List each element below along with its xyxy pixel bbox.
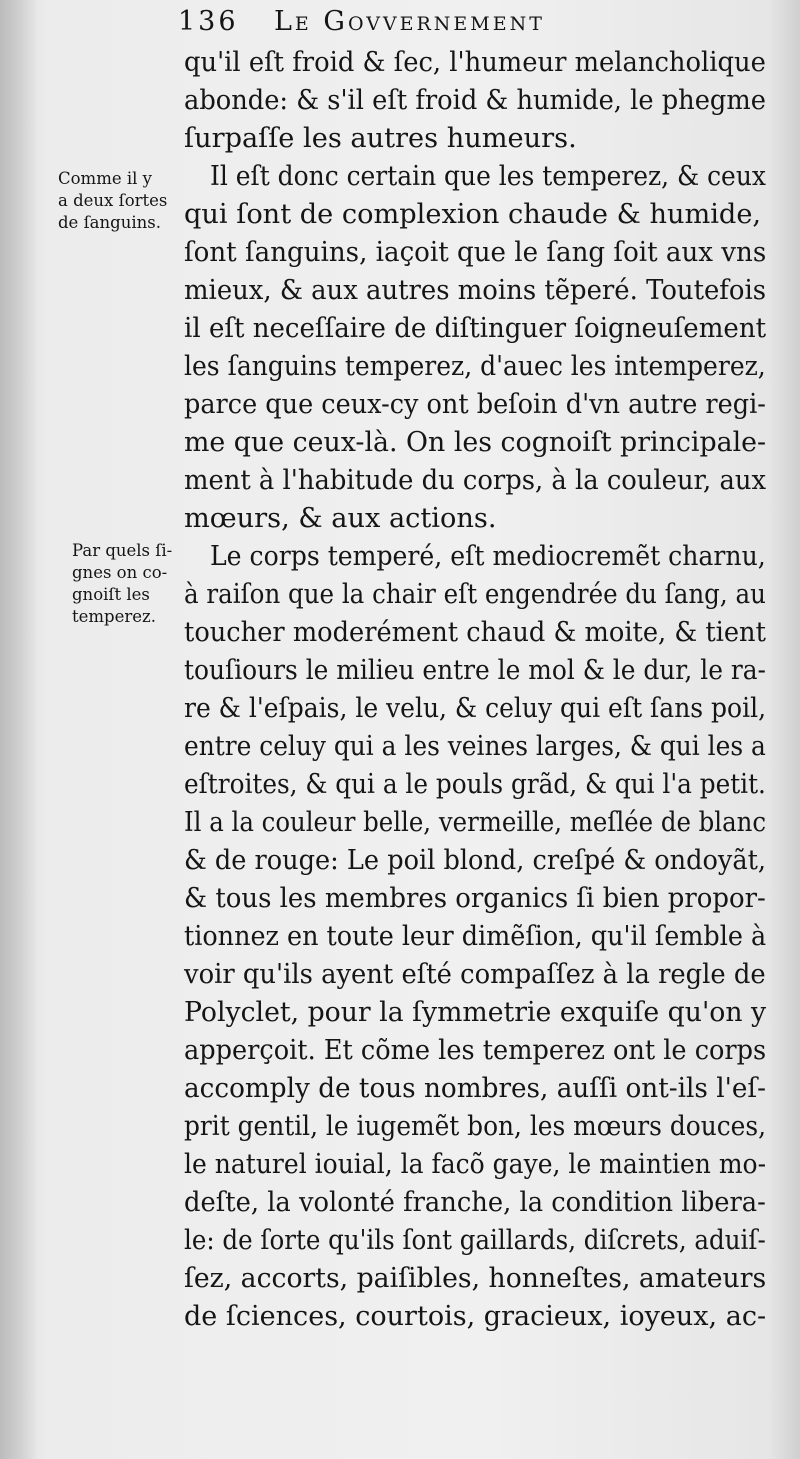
- text-line: prit gentil, le iugemẽt bon, les mœurs douces,: [184, 1111, 766, 1142]
- text-line: les ſanguins temperez, d'auec les intemperez,: [184, 351, 766, 382]
- text-line: qui ſont de complexion chaude & humide,: [184, 199, 762, 230]
- text-line: à raiſon que la chair eſt engendrée du ſang, au: [184, 579, 766, 610]
- text-line: voir qu'ils ayent eſté compaſſez à la regle de: [184, 959, 766, 990]
- paragraph-start-line: Le corps temperé, eſt mediocremẽt charnu,: [210, 541, 766, 572]
- text-line: Polyclet, pour la ſymmetrie exquiſe qu'on y: [184, 997, 767, 1028]
- main-text-block: [184, 44, 766, 1336]
- running-header: [178, 4, 758, 44]
- text-line: tionnez en toute leur dimẽſion, qu'il ſemble à: [184, 921, 767, 952]
- text-line: & de rouge: Le poil blond, creſpé & ondoyãt,: [184, 845, 767, 876]
- text-line: parce que ceux-cy ont beſoin d'vn autre regi-: [184, 389, 766, 420]
- text-line: & tous les membres organics ſi bien propor-: [184, 883, 766, 914]
- text-line: accomply de tous nombres, auſſi ont-ils l'eſ-: [184, 1073, 767, 1104]
- margin-note-line: de ſanguins.: [58, 213, 161, 232]
- text-line: mieux, & aux autres moins tẽperé. Toutefois: [184, 275, 767, 306]
- text-line: il eſt neceſſaire de diſtinguer ſoigneuſement: [184, 313, 767, 344]
- margin-note-line: gnoiſt les: [72, 585, 150, 604]
- margin-note-line: Par quels ſi-: [72, 541, 173, 560]
- page-number: 136: [178, 6, 239, 37]
- text-line: ſez, accorts, paiſibles, honneſtes, amateurs: [184, 1263, 767, 1294]
- margin-note-line: gnes on co-: [72, 563, 168, 582]
- text-line: ſurpaſſe les autres humeurs.: [184, 123, 577, 154]
- text-line: abonde: & s'il eſt froid & humide, le phegme: [184, 85, 766, 116]
- text-line: de ſciences, courtois, gracieux, ioyeux, ac-: [184, 1301, 767, 1332]
- margin-note-sanguins: [58, 168, 182, 234]
- margin-note-line: a deux ſortes: [58, 191, 168, 210]
- text-line: ſont ſanguins, iaçoit que le ſang ſoit aux vns: [184, 237, 767, 268]
- text-line: deſte, la volonté franche, la condition libera-: [184, 1187, 766, 1218]
- margin-note-line: temperez.: [72, 607, 156, 626]
- text-line: mœurs, & aux actions.: [184, 503, 497, 534]
- margin-note-line: Comme il y: [58, 169, 152, 188]
- page-gutter-shadow: [0, 0, 38, 1459]
- text-line: me que ceux-là. On les cognoiſt principale-: [184, 427, 767, 458]
- paragraph-start-line: Il eſt donc certain que les temperez, & ceux: [210, 161, 766, 192]
- text-line: Il a la couleur belle, vermeille, meſlée de blanc: [184, 807, 767, 838]
- text-line: le naturel iouial, la facõ gaye, le maintien mo-: [184, 1149, 767, 1180]
- text-line: apperçoit. Et cõme les temperez ont le corps: [184, 1035, 767, 1066]
- text-line: re & l'eſpais, le velu, & celuy qui eſt ſans poil,: [184, 693, 767, 724]
- text-line: le: de ſorte qu'ils ſont gaillards, diſcrets, aduiſ-: [184, 1225, 766, 1256]
- text-line: toucher moderément chaud & moite, & tient: [184, 617, 766, 648]
- text-line: touſiours le milieu entre le mol & le dur, le ra-: [184, 655, 766, 686]
- text-line: eſtroites, & qui a le pouls grãd, & qui l'a petit.: [184, 769, 766, 800]
- running-title: Le Govvernement: [274, 6, 545, 37]
- text-line: qu'il eſt froid & ſec, l'humeur melancholique: [184, 47, 766, 78]
- text-line: entre celuy qui a les veines larges, & qui les a: [184, 731, 766, 762]
- text-line: ment à l'habitude du corps, à la couleur, aux: [184, 465, 767, 496]
- margin-note-signes: [72, 540, 196, 628]
